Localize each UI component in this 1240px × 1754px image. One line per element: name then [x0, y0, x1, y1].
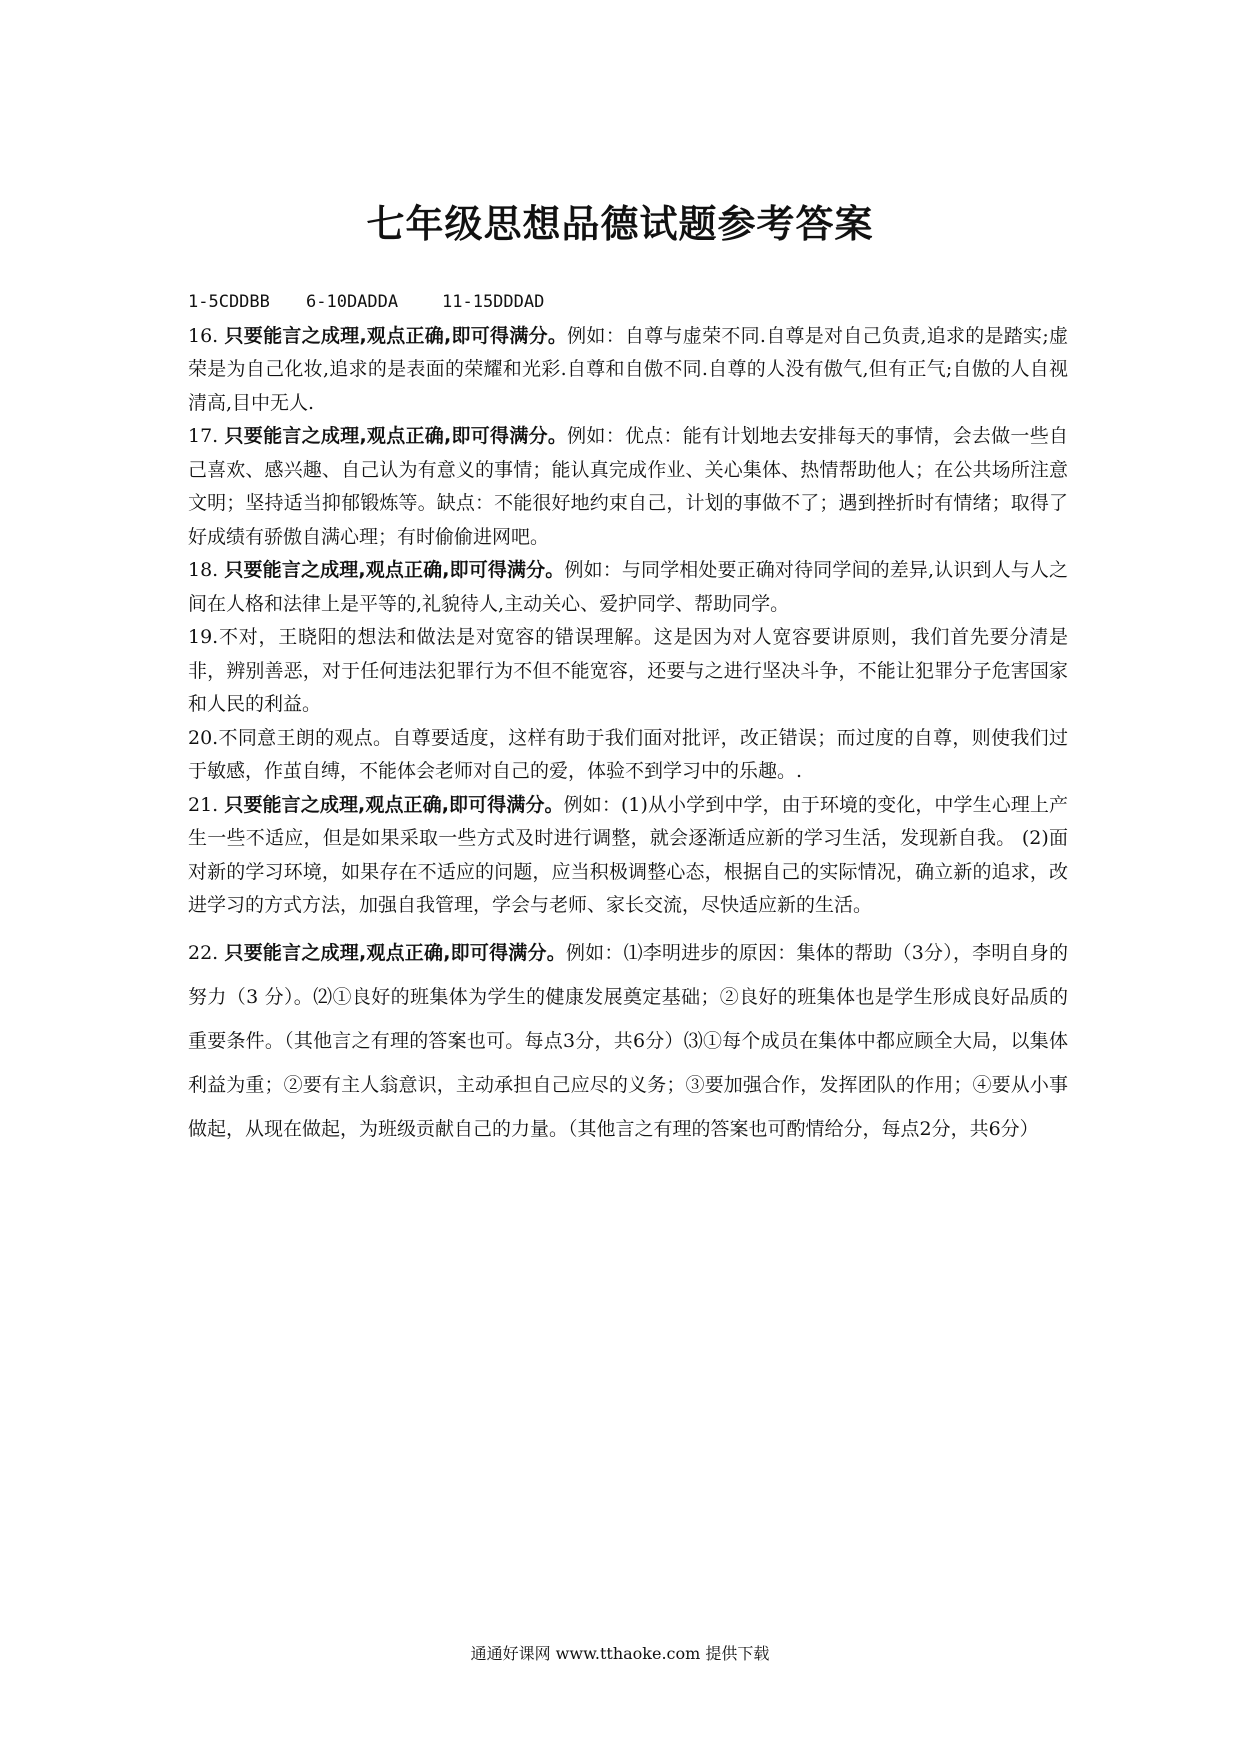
answer-18	[188, 554, 1068, 621]
answer-number: 17.	[188, 425, 219, 447]
answer-20	[188, 722, 1068, 789]
answer-text: 例如：优点：能有计划地去安排每天的事情，会去做一些自己喜欢、感兴趣、自己认为有意义的事情；能认真完成作业、关心集体、热情帮助他人；在公共场所注意文明；坚持适当抑郁锻炼等。缺点：不能很好地约束自己，计划的事做不了；遇到挫折时有情绪；取得了好成绩有骄傲自满心理；有时偷偷进网吧。	[188, 425, 1068, 548]
answer-number: 21.	[188, 793, 219, 816]
answer-19	[188, 621, 1068, 722]
page-title: 七年级思想品德试题参考答案	[366, 202, 874, 246]
answer-number: 19.	[188, 626, 219, 648]
multiple-choice-answers	[188, 286, 1068, 320]
scoring-note: 只要能言之成理,观点正确,即可得满分。	[224, 324, 568, 347]
choice-group-3: 11-15DDDAD	[442, 292, 545, 312]
answer-22	[188, 931, 1068, 1151]
scoring-note: 只要能言之成理,观点正确,即可得满分。	[224, 559, 565, 581]
answer-16	[188, 320, 1068, 421]
answer-number: 18.	[188, 559, 219, 581]
answer-text: 不对，王晓阳的想法和做法是对宽容的错误理解。这是因为对人宽容要讲原则，我们首先要分清是非，辨别善恶，对于任何违法犯罪行为不但不能宽容，还要与之进行坚决斗争，不能让犯罪分子危害国家和人民的利益。	[188, 626, 1068, 715]
choice-group-2: 6-10DADDA	[306, 292, 399, 312]
answer-text: 不同意王朗的观点。自尊要适度，这样有助于我们面对批评，改正错误；而过度的自尊，则使我们过于敏感，作茧自缚，不能体会老师对自己的爱，体验不到学习中的乐趣。.	[188, 726, 1068, 782]
answer-21	[188, 789, 1068, 923]
scoring-note: 只要能言之成理,观点正确,即可得满分。	[224, 793, 564, 816]
answer-number: 16.	[188, 324, 219, 347]
answer-number: 20.	[188, 726, 219, 749]
answer-number: 22.	[188, 941, 219, 964]
scoring-note: 只要能言之成理,观点正确,即可得满分。	[224, 425, 568, 447]
download-footer: 通通好课网 www.tthaoke.com 提供下载	[470, 1644, 770, 1663]
answer-text: 例如：与同学相处要正确对待同学间的差异,认识到人与人之间在人格和法律上是平等的,礼貌待人,主动关心、爱护同学、帮助同学。	[188, 559, 1069, 615]
answer-17	[188, 420, 1068, 554]
answer-text: 例如：自尊与虚荣不同.自尊是对自己负责,追求的是踏实;虚荣是为自己化妆,追求的是表面的荣耀和光彩.自尊和自傲不同.自尊的人没有傲气,但有正气;自傲的人自视清高,目中无人.	[188, 324, 1068, 414]
scoring-note: 只要能言之成理,观点正确,即可得满分。	[224, 941, 566, 964]
answer-body	[188, 286, 1068, 1151]
answer-text: 例如：(1)从小学到中学，由于环境的变化，中学生心理上产生一些不适应，但是如果采取一些方式及时进行调整，就会逐渐适应新的学习生活，发现新自我。 (2)面对新的学习环境，如果存在不适应的问题，应当积极调整心态，根据自己的实际情况，确立新的追求，改进学习的方式方法，加强自我管理，学会与老师、家长交流，尽快适应新的生活。	[188, 793, 1069, 916]
choice-group-1: 1-5CDDBB	[188, 292, 270, 312]
answer-text: 例如：⑴李明进步的原因：集体的帮助（3分），李明自身的努力（3 分）。⑵①良好的班集体为学生的健康发展奠定基础；②良好的班集体也是学生形成良好品质的重要条件。（其他言之有理的答案也可。每点3分，共6分）⑶①每个成员在集体中都应顾全大局，以集体利益为重；②要有主人翁意识，主动承担自己应尽的义务；③要加强合作，发挥团队的作用；④要从小事做起，从现在做起，为班级贡献自己的力量。（其他言之有理的答案也可酌情给分，每点2分，共6分）	[188, 941, 1069, 1140]
